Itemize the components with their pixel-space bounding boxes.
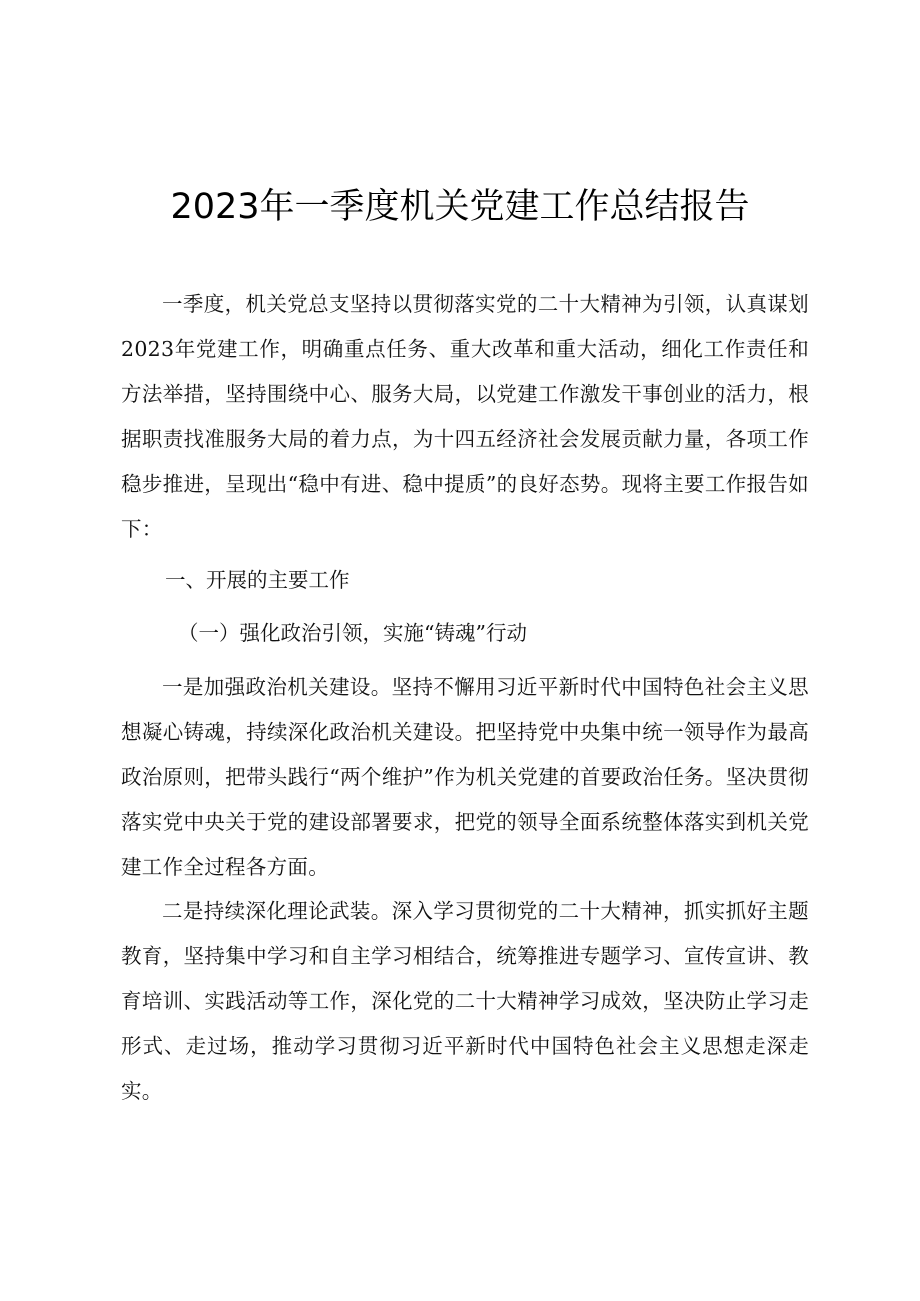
subsection-heading: （一）强化政治引领，实施“铸魂”行动 [178,621,527,645]
body-paragraph-1: 一是加强政治机关建设。坚持不懈用习近平新时代中国特色社会主义思想凝心铸魂，持续深化政治机关建设。把坚持党中央集中统一领导作为最高政治原则，把带头践行“两个维护”作为机关党建的首要政治任务。坚决贯彻落实党中央关于党的建设部署要求，把党的领导全面系统整体落实到机关党建工作全过程各方面。 [121,675,809,879]
section-heading: 一、开展的主要工作 [165,568,350,592]
body-paragraph-2: 二是持续深化理论武装。深入学习贯彻党的二十大精神，抓实抓好主题教育，坚持集中学习和自主学习相结合，统筹推进专题学习、宣传宣讲、教育培训、实践活动等工作，深化党的二十大精神学习成效，坚决防止学习走形式、走过场，推动学习贯彻习近平新时代中国特色社会主义思想走深走实。 [121,899,809,1103]
intro-paragraph: 一季度，机关党总支坚持以贯彻落实党的二十大精神为引领，认真谋划2023年党建工作，明确重点任务、重大改革和重大活动，细化工作责任和方法举措，坚持围绕中心、服务大局，以党建工作激发干事创业的活力，根据职责找准服务大局的着力点，为十四五经济社会发展贡献力量，各项工作稳步推进，呈现出“稳中有进、稳中提质”的良好态势。现将主要工作报告如下： [121,292,809,541]
document-title: 2023年一季度机关党建工作总结报告 [170,187,750,227]
